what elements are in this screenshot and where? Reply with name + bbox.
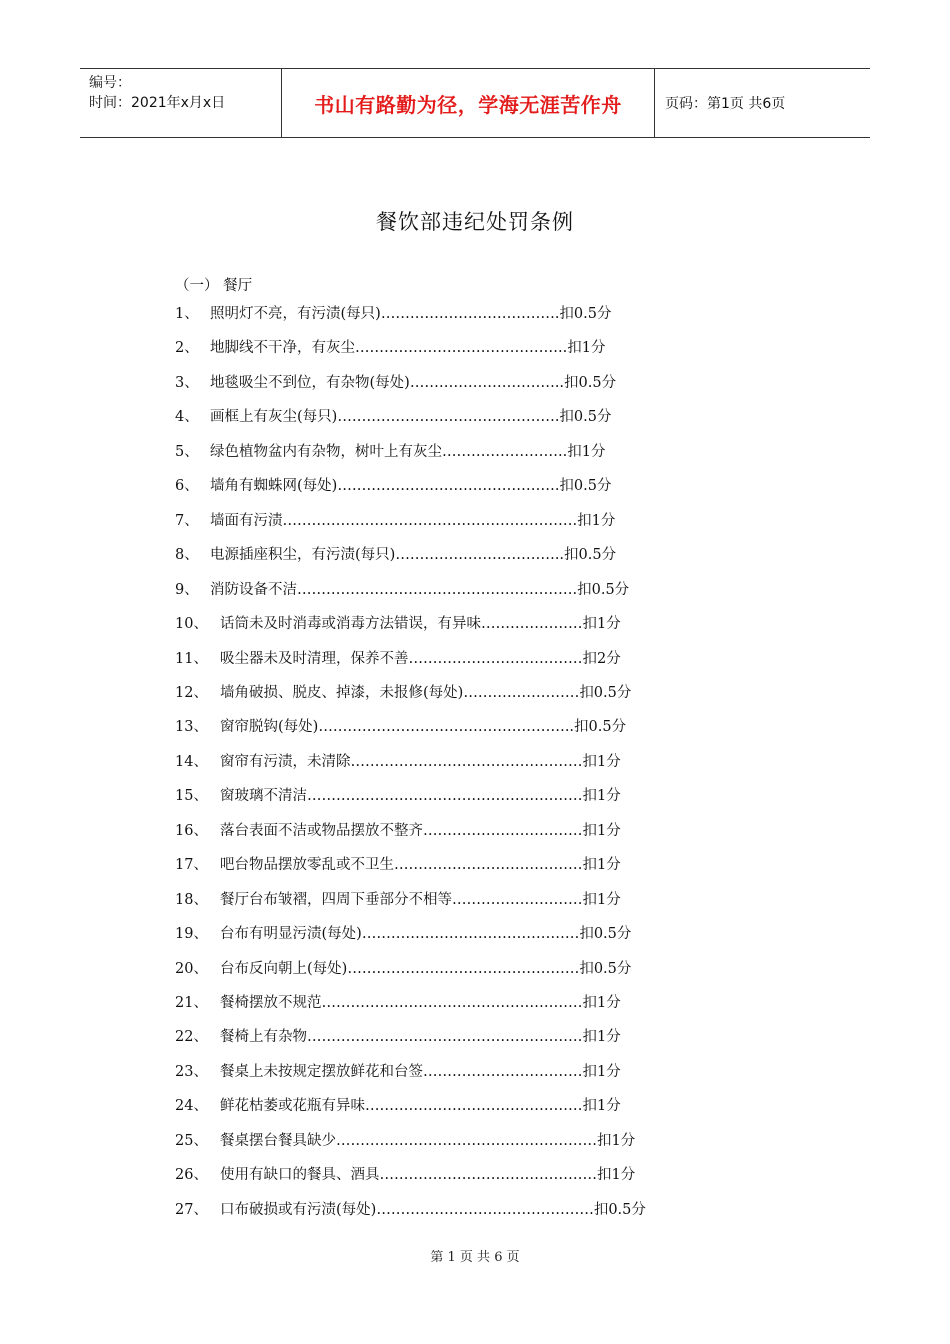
item-text: 窗玻璃不清洁…………………………………………………扣1分 xyxy=(220,788,621,805)
item-number: 17、 xyxy=(175,857,208,874)
item-number: 19、 xyxy=(175,926,208,943)
item-text: 窗帘有污渍，未清除…………………………………………扣1分 xyxy=(220,753,621,770)
item-text: 墙面有污渍…………………………………………………….扣1分 xyxy=(210,512,616,529)
item-number: 26、 xyxy=(175,1167,208,1184)
item-text: 餐椅摆放不规范………………………………………………扣1分 xyxy=(220,995,621,1011)
item-number: 12、 xyxy=(175,684,208,701)
document-date-label: 时间：2021年x月x日 xyxy=(89,95,226,111)
item-text: 地脚线不干净，有灰尘……………………………………..扣1分 xyxy=(210,340,606,357)
section-heading: （一） 餐厅 xyxy=(175,278,253,294)
item-text: 吧台物品摆放零乱或不卫生…………………………………扣1分 xyxy=(220,857,621,874)
item-number: 16、 xyxy=(175,822,208,839)
item-number: 14、 xyxy=(175,753,208,770)
item-number: 24、 xyxy=(175,1098,208,1115)
item-number: 5、 xyxy=(175,443,199,460)
item-number: 13、 xyxy=(175,719,208,736)
item-text: 餐厅台布皱褶，四周下垂部分不相等………………………扣1分 xyxy=(220,891,621,908)
item-number: 21、 xyxy=(175,995,208,1011)
item-text: 电源插座积尘，有污渍(每只)……………………………..扣0.5分 xyxy=(210,547,617,564)
item-number: 7、 xyxy=(175,512,199,529)
item-number: 2、 xyxy=(175,340,199,357)
header-meta xyxy=(80,69,281,137)
item-text: 绿色植物盆内有杂物，树叶上有灰尘……………………..扣1分 xyxy=(210,443,606,460)
page-header xyxy=(80,68,870,138)
item-number: 1、 xyxy=(175,306,199,322)
item-text: 台布反向朝上(每处)…………………………………………扣0.5分 xyxy=(220,960,632,977)
header-page-number: 页码：第1页 共6页 xyxy=(665,96,786,112)
item-text: 墙角有蜘蛛网(每处)……………………………………….扣0.5分 xyxy=(210,478,612,495)
item-text: 话筒未及时消毒或消毒方法错误，有异味…………………扣1分 xyxy=(220,616,621,633)
item-text: 照明灯不亮，有污渍(每只)……………………………….扣0.5分 xyxy=(210,306,612,322)
item-text: 窗帘脱钩(每处)……………………………………………..扣0.5分 xyxy=(220,719,627,736)
item-text: 使用有缺口的餐具、酒具………………………………………扣1分 xyxy=(220,1167,636,1184)
item-number: 4、 xyxy=(175,409,199,426)
item-number: 27、 xyxy=(175,1201,208,1218)
item-text: 台布有明显污渍(每处)………………………………………扣0.5分 xyxy=(220,926,632,943)
item-number: 18、 xyxy=(175,891,208,908)
item-text: 餐桌上未按规定摆放鲜花和台签……………………………扣1分 xyxy=(220,1063,621,1080)
item-text: 落台表面不洁或物品摆放不整齐……………………………扣1分 xyxy=(220,822,621,839)
item-text: 画框上有灰尘(每只)……………………………………….扣0.5分 xyxy=(210,409,612,426)
item-number: 20、 xyxy=(175,960,208,977)
item-text: 墙角破损、脱皮、掉漆，未报修(每处)……………………扣0.5分 xyxy=(220,684,632,701)
item-number: 15、 xyxy=(175,788,208,805)
item-number: 8、 xyxy=(175,547,199,564)
item-text: 餐桌摆台餐具缺少………………………………………………扣1分 xyxy=(220,1132,636,1149)
document-number-label: 编号： xyxy=(89,75,131,91)
item-text: 地毯吸尘不到位，有杂物(每处)…………………………..扣0.5分 xyxy=(210,374,617,391)
item-number: 9、 xyxy=(175,581,199,598)
item-text: 餐椅上有杂物…………………………………………………扣1分 xyxy=(220,1029,621,1046)
page-footer: 第 1 页 共 6 页 xyxy=(430,1250,520,1265)
item-number: 22、 xyxy=(175,1029,208,1046)
item-number: 23、 xyxy=(175,1063,208,1080)
header-motto: 书山有路勤为径，学海无涯苦作舟 xyxy=(281,69,655,137)
item-number: 10、 xyxy=(175,616,208,633)
item-number: 11、 xyxy=(175,650,208,667)
item-number: 6、 xyxy=(175,478,199,495)
item-text: 口布破损或有污渍(每处)………………………………………扣0.5分 xyxy=(220,1201,646,1218)
document-title: 餐饮部违纪处罚条例 xyxy=(376,210,574,234)
item-number: 25、 xyxy=(175,1132,208,1149)
item-number: 3、 xyxy=(175,374,199,391)
item-text: 鲜花枯萎或花瓶有异味………………………………………扣1分 xyxy=(220,1098,621,1115)
item-text: 吸尘器未及时清理，保养不善………………………………扣2分 xyxy=(220,650,621,667)
item-text: 消防设备不洁………………………………………………….扣0.5分 xyxy=(210,581,630,598)
